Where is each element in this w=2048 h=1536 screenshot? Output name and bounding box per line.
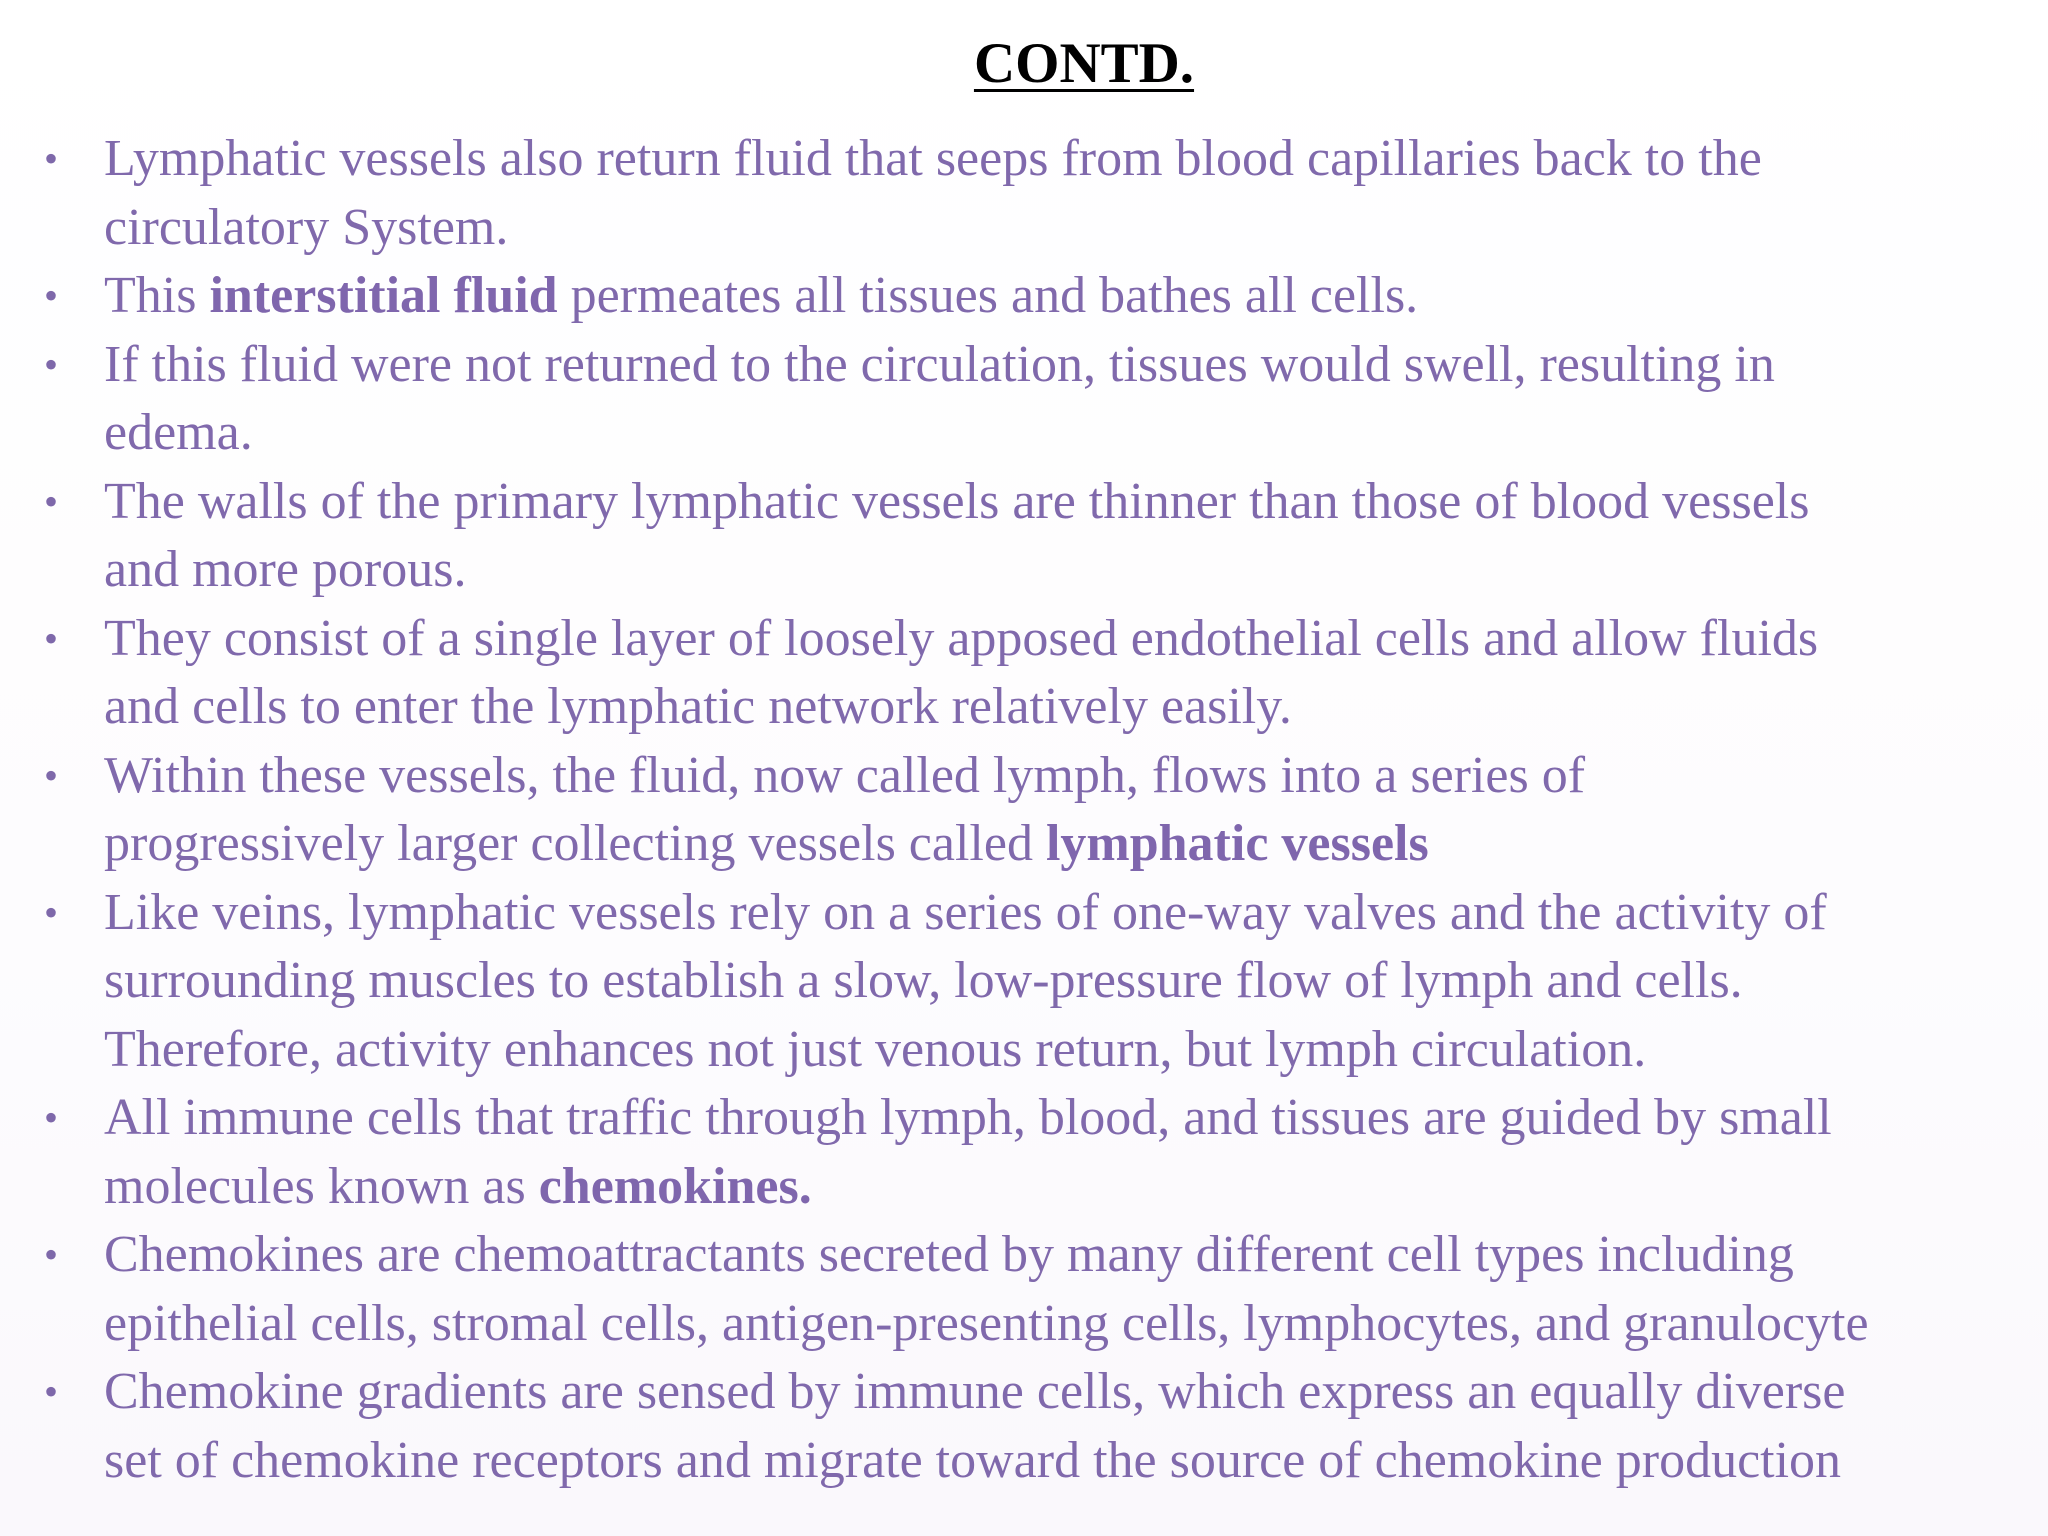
bullet-text: Chemokines are chemoattractants secreted by many different cell types including bbox=[104, 1226, 1794, 1283]
bullet-line bbox=[104, 1290, 2046, 1359]
bullet-line bbox=[104, 262, 2046, 331]
bullet-line bbox=[104, 673, 2046, 742]
bullet-line bbox=[104, 536, 2046, 605]
bullet-item bbox=[36, 1084, 2046, 1221]
bullet-dot-icon: • bbox=[43, 136, 58, 181]
bullet-text: If this fluid were not returned to the circulation, tissues would swell, resulting in bbox=[104, 335, 1775, 393]
bullet-line bbox=[104, 125, 2046, 194]
bullet-line bbox=[104, 1016, 2046, 1085]
bullet-text: Lymphatic vessels also return fluid that seeps from blood capillaries back to the bbox=[104, 130, 1762, 187]
bullet-line bbox=[104, 742, 2046, 811]
bullet-item bbox=[36, 1221, 2046, 1358]
bullet-text: They consist of a single layer of loosely apposed endothelial cells and allow fluids bbox=[104, 609, 1819, 667]
bullet-text: permeates all tissues and bathes all cells. bbox=[557, 267, 1419, 324]
bullet-dot-icon: • bbox=[43, 1095, 58, 1140]
bullet-dot-icon: • bbox=[43, 1369, 58, 1414]
bullet-line bbox=[104, 399, 2046, 468]
bullet-item bbox=[36, 125, 2046, 262]
bullet-text: set of chemokine receptors and migrate toward the source of chemokine production bbox=[104, 1431, 1842, 1489]
bullet-text: This bbox=[104, 267, 210, 324]
bullet-text: Chemokine gradients are sensed by immune cells, which express an equally diverse bbox=[104, 1363, 1846, 1420]
bullet-text: progressively larger collecting vessels called bbox=[104, 815, 1046, 872]
bullet-text: and more porous. bbox=[104, 541, 467, 598]
bullet-line bbox=[104, 947, 2046, 1016]
bullet-text: edema. bbox=[104, 404, 253, 461]
bullet-text: and cells to enter the lymphatic network relatively easily. bbox=[104, 678, 1292, 735]
bullet-item bbox=[36, 879, 2046, 1085]
bullet-line bbox=[104, 605, 2046, 674]
bullet-line bbox=[104, 468, 2046, 537]
bullet-item bbox=[36, 605, 2046, 742]
bullet-text: Like veins, lymphatic vessels rely on a series of one-way valves and the activity of bbox=[104, 883, 1827, 941]
bullet-dot-icon: • bbox=[43, 478, 58, 524]
slide-title: CONTD. bbox=[973, 32, 1195, 95]
bullet-item bbox=[36, 331, 2046, 468]
bullet-text: molecules known as bbox=[104, 1157, 539, 1215]
bold-term: chemokines. bbox=[538, 1157, 812, 1215]
bullet-line bbox=[104, 1221, 2046, 1290]
bold-term: lymphatic vessels bbox=[1045, 815, 1429, 872]
bullet-line bbox=[104, 194, 2046, 263]
bullet-dot-icon: • bbox=[43, 615, 58, 661]
bullet-line bbox=[104, 331, 2046, 400]
bullet-item bbox=[36, 1358, 2046, 1495]
bullet-text: surrounding muscles to establish a slow, low-pressure flow of lymph and cells. bbox=[104, 952, 1743, 1009]
bullet-dot-icon: • bbox=[43, 752, 58, 798]
bullet-text: Within these vessels, the fluid, now called lymph, flows into a series of bbox=[104, 746, 1586, 804]
bullet-dot-icon: • bbox=[43, 341, 58, 387]
bold-term: interstitial fluid bbox=[209, 267, 558, 324]
bullet-item bbox=[36, 262, 2046, 331]
bullet-line bbox=[104, 1427, 2046, 1496]
bullet-line bbox=[104, 810, 2046, 879]
bullet-text: All immune cells that traffic through lymph, blood, and tissues are guided by small bbox=[104, 1089, 1832, 1146]
bullet-dot-icon: • bbox=[43, 273, 58, 318]
bullet-line bbox=[104, 1084, 2046, 1153]
bullet-text: The walls of the primary lymphatic vessels are thinner than those of blood vessels bbox=[104, 472, 1810, 530]
bullet-text: epithelial cells, stromal cells, antigen-presenting cells, lymphocytes, and granulocyte bbox=[104, 1294, 1869, 1352]
bullet-dot-icon: • bbox=[43, 1232, 58, 1277]
bullet-list bbox=[36, 125, 2046, 1495]
bullet-line bbox=[104, 879, 2046, 948]
bullet-text: Therefore, activity enhances not just venous return, but lymph circulation. bbox=[104, 1020, 1647, 1078]
bullet-dot-icon: • bbox=[43, 889, 58, 935]
bullet-text: circulatory System. bbox=[104, 198, 509, 256]
bullet-item bbox=[36, 468, 2046, 605]
bullet-item bbox=[36, 742, 2046, 879]
bullet-line bbox=[104, 1153, 2046, 1222]
bullet-line bbox=[104, 1358, 2046, 1427]
